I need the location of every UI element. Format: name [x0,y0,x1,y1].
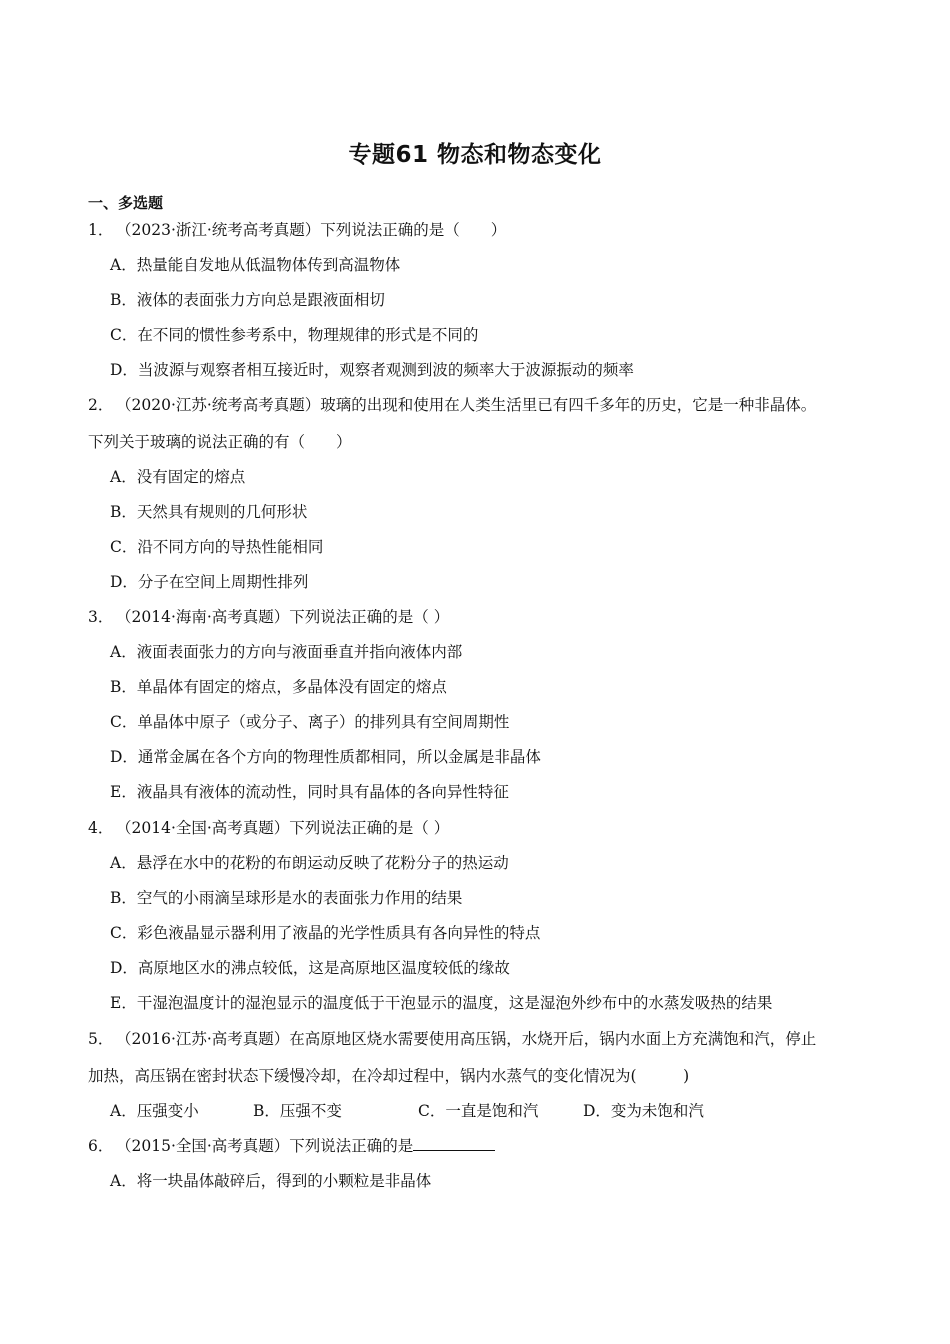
q3-option-b: B．单晶体有固定的熔点，多晶体没有固定的熔点 [110,678,447,696]
question-text: （2016·江苏·高考真题）在高原地区烧水需要使用高压锅，水烧开后，锅内水面上方充满饱和汽，停止 [116,1030,817,1048]
question-text: （2014·全国·高考真题）下列说法正确的是（ ） [116,819,450,837]
question-number: 5． [88,1030,114,1048]
question-3-stem [88,605,449,627]
q4-option-c: C．彩色液晶显示器利用了液晶的光学性质具有各向异性的特点 [110,924,541,942]
q1-option-c: C．在不同的惯性参考系中，物理规律的形式是不同的 [110,326,479,344]
question-5-stem-continued [88,1064,689,1086]
q3-option-d: D．通常金属在各个方向的物理性质都相同，所以金属是非晶体 [110,748,541,766]
q2-option-d: D．分子在空间上周期性排列 [110,573,309,591]
q5-option-d: D．变为未饱和汽 [583,1102,704,1120]
question-text: 加热，高压锅在密封状态下缓慢冷却，在冷却过程中，锅内水蒸气的变化情况为 [88,1067,631,1085]
q2-option-b: B．天然具有规则的几何形状 [110,503,308,521]
question-number: 4． [88,819,114,837]
q4-option-e: E．干湿泡温度计的湿泡显示的温度低于干泡显示的温度，这是湿泡外纱布中的水蒸发吸热的结果 [110,994,773,1012]
q4-option-a: A．悬浮在水中的花粉的布朗运动反映了花粉分子的热运动 [110,854,509,872]
q1-option-d: D．当波源与观察者相互接近时，观察者观测到波的频率大于波源振动的频率 [110,361,634,379]
answer-parentheses: ( ) [630,1067,690,1085]
q3-option-c: C．单晶体中原子（或分子、离子）的排列具有空间周期性 [110,713,510,731]
question-5-stem [88,1027,816,1049]
q5-option-b: B．压强不变 [253,1102,342,1120]
question-number: 6． [88,1137,114,1155]
question-4-stem [88,816,449,838]
question-number: 1． [88,221,114,239]
q6-option-a: A．将一块晶体敲碎后，得到的小颗粒是非晶体 [110,1172,432,1190]
question-6-stem [88,1134,495,1156]
q5-option-c: C．一直是饱和汽 [418,1102,539,1120]
q5-option-a: A．压强变小 [110,1102,199,1120]
page-title: 专题61 物态和物态变化 [348,142,602,168]
question-1-stem [88,218,506,240]
q1-option-a: A．热量能自发地从低温物体传到高温物体 [110,256,401,274]
question-text: （2023·浙江·统考高考真题）下列说法正确的是（ ） [116,221,507,239]
q3-option-e: E．液晶具有液体的流动性，同时具有晶体的各向异性特征 [110,783,509,801]
q2-option-c: C．沿不同方向的导热性能相同 [110,538,324,556]
q1-option-b: B．液体的表面张力方向总是跟液面相切 [110,291,385,309]
q5-options-row [110,1099,830,1119]
q4-option-d: D．高原地区水的沸点较低，这是高原地区温度较低的缘故 [110,959,510,977]
section-heading: 一、多选题 [88,194,164,212]
answer-blank [413,1136,495,1151]
q3-option-a: A．液面表面张力的方向与液面垂直并指向液体内部 [110,643,463,661]
question-text: （2015·全国·高考真题）下列说法正确的是 [116,1137,414,1155]
question-2-stem [88,393,816,415]
q2-option-a: A．没有固定的熔点 [110,468,246,486]
q4-option-b: B．空气的小雨滴呈球形是水的表面张力作用的结果 [110,889,463,907]
question-text: （2014·海南·高考真题）下列说法正确的是（ ） [116,608,450,626]
question-text: （2020·江苏·统考高考真题）玻璃的出现和使用在人类生活里已有四千多年的历史，它是一种非晶体。 [116,396,817,414]
question-number: 2． [88,396,114,414]
question-2-stem-continued: 下列关于玻璃的说法正确的有（ ） [88,433,352,451]
question-number: 3． [88,608,114,626]
